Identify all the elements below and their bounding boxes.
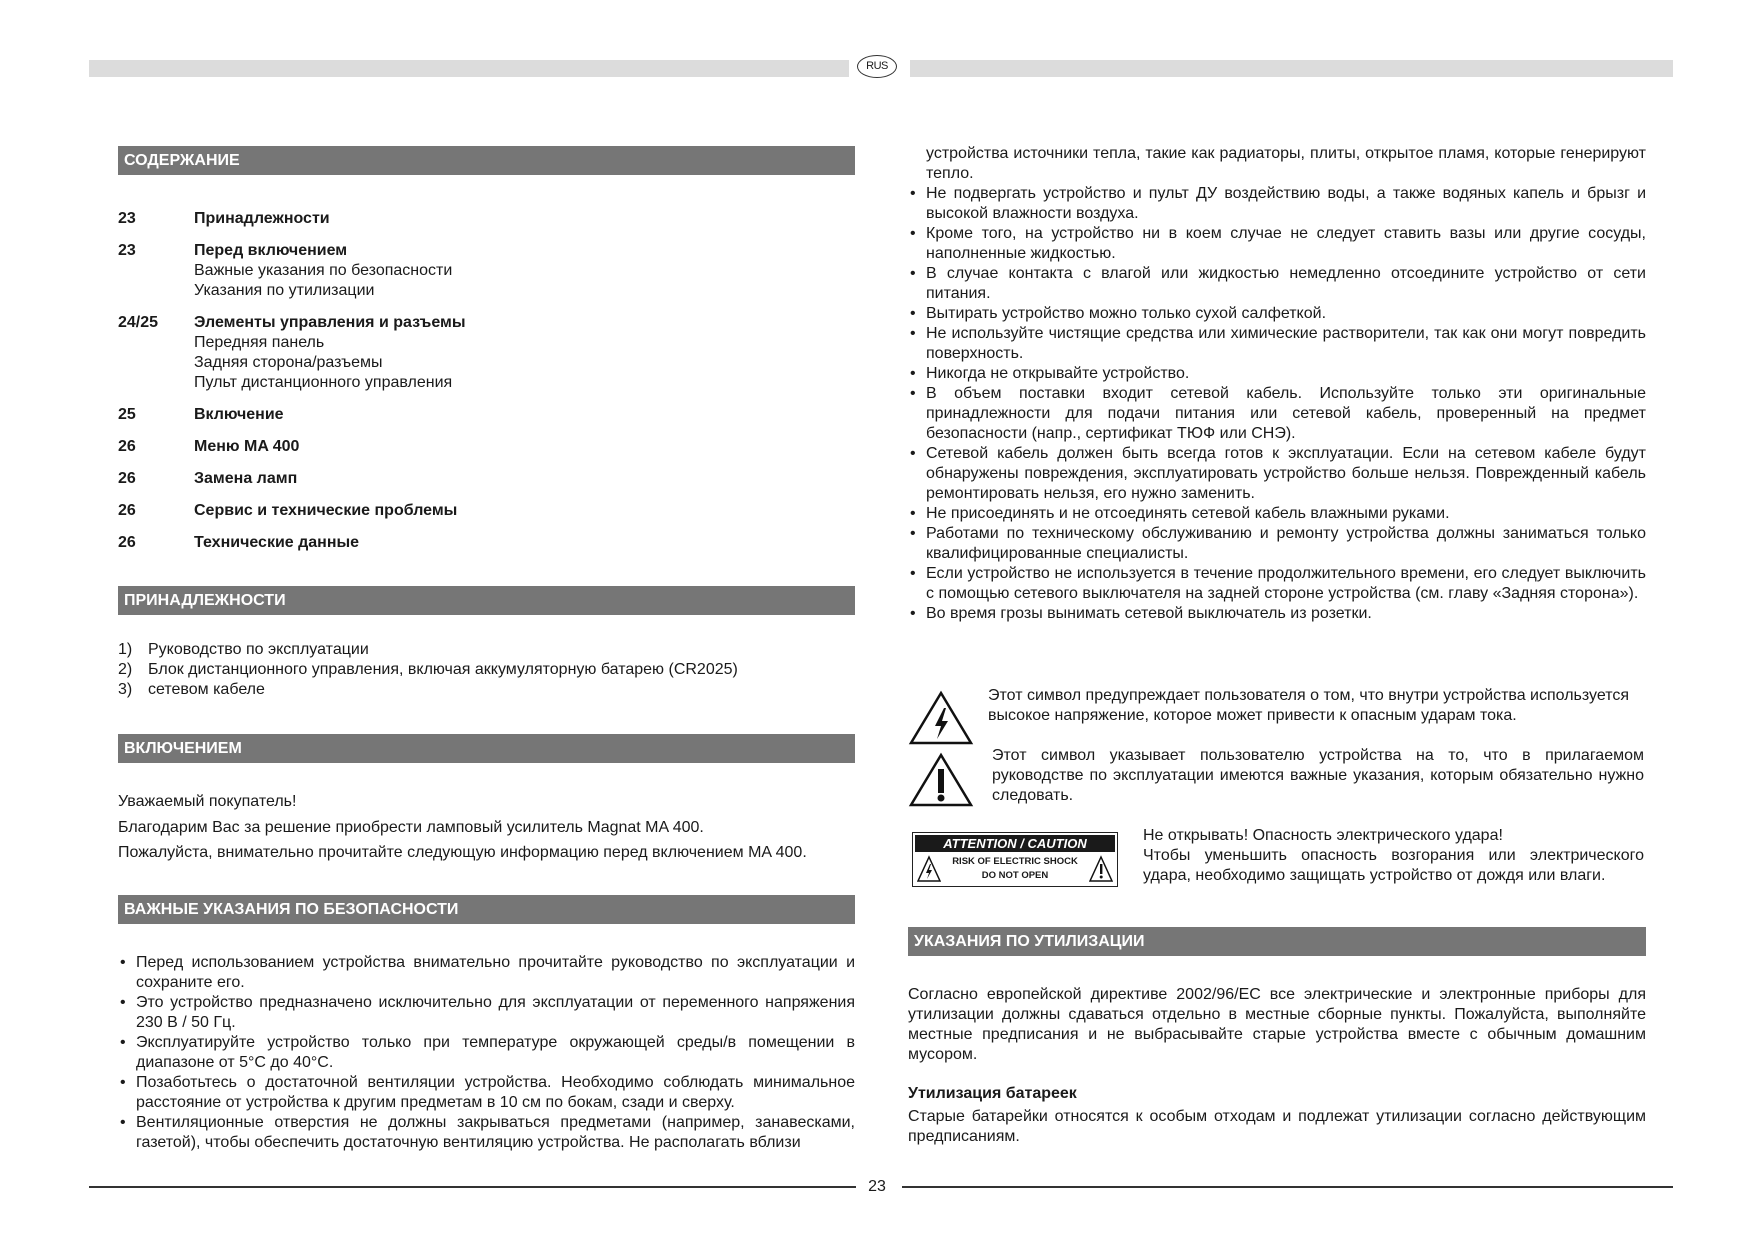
page-number: 23: [868, 1178, 886, 1195]
caution-text-block: [1143, 826, 1644, 886]
list-item: • Не подвергать устройство и пульт ДУ воздействию воды, а также водяных капель и брызг и высокой влажности воздуха.: [908, 184, 1646, 224]
battery-heading: Утилизация батареек: [908, 1085, 1077, 1102]
toc-title: Перед включением: [194, 242, 348, 259]
exclamation-warning-icon: [908, 752, 974, 808]
toc-subentry: Задняя сторона/разъемы: [194, 354, 383, 371]
caution-warning-line: Не открывать! Опасность электрического удара!: [1143, 827, 1503, 844]
list-item: • Сетевой кабель должен быть всегда готов к эксплуатации. Если на сетевом кабеле будут обнаружены повреждения, эксплуатировать устройство больше нельзя. Поврежденный кабель ремонтировать нельзя, его нужно заменить.: [908, 444, 1646, 504]
list-item: • Вентиляционные отверстия не должны закрываться предметами (например, занавесками, газетой), чтобы обеспечить достаточную вентиляцию устройства. Не располагать вблизи: [118, 1113, 855, 1153]
lightning-warning-icon: [908, 690, 974, 746]
list-item: • Перед использованием устройства внимательно прочитайте руководство по эксплуатации и сохраните его.: [118, 953, 855, 993]
safety-heading: ВАЖНЫЕ УКАЗАНИЯ ПО БЕЗОПАСНОСТИ: [118, 895, 855, 924]
caution-label-box: [912, 832, 1118, 887]
exclamation-small-icon: [1089, 855, 1113, 883]
toc-page-number: 26: [118, 438, 136, 455]
list-item: 1) Руководство по эксплуатации: [118, 641, 369, 658]
toc-title: Элементы управления и разъемы: [194, 314, 466, 331]
list-item: • Это устройство предназначено исключительно для эксплуатации от переменного напряжения 230 В / 50 Гц.: [118, 993, 855, 1033]
safety-list-left: [118, 953, 855, 1153]
toc-title: Включение: [194, 406, 284, 423]
toc-title: Меню MA 400: [194, 438, 300, 455]
toc-subentry: Пульт дистанционного управления: [194, 374, 453, 391]
list-item: • Вытирать устройство можно только сухой салфеткой.: [908, 304, 1646, 324]
toc-subentry: Указания по утилизации: [194, 282, 375, 299]
toc-page-number: 23: [118, 242, 136, 259]
footer-line-left: [89, 1186, 856, 1188]
toc-subentry: Важные указания по безопасности: [194, 262, 453, 279]
continuation-text: устройства источники тепла, такие как радиаторы, плиты, открытое пламя, которые генерируют тепло.: [926, 145, 1646, 182]
list-item: • Если устройство не используется в течение продолжительного времени, его следует выключить с помощью сетевого выключателя на задней стороне устройства (см. главу «Задняя сторона»).: [908, 564, 1646, 604]
safety-list-right: [908, 144, 1646, 624]
header-bar-left: [89, 60, 849, 77]
list-item: 3) сетевом кабеле: [118, 681, 265, 698]
header-bar-right: [910, 60, 1673, 77]
toc-title: Технические данные: [194, 534, 360, 551]
list-item: • Никогда не открывайте устройство.: [908, 364, 1646, 384]
list-item: • Во время грозы вынимать сетевой выключатель из розетки.: [908, 604, 1646, 624]
toc-page-number: 26: [118, 470, 136, 487]
toc-page-number: 24/25: [118, 314, 159, 331]
accessories-list: [118, 640, 738, 700]
toc-page-number: 23: [118, 210, 136, 227]
language-badge: RUS: [857, 55, 897, 78]
caution-subtext: RISK OF ELECTRIC SHOCK DO NOT OPEN: [952, 856, 1078, 881]
accessories-heading: ПРИНАДЛЕЖНОСТИ: [118, 586, 855, 615]
disposal-text: Согласно европейской директиве 2002/96/EC все электрические и электронные приборы для утилизации должны сдаваться отдельно в местные сборные пункты. Пожалуйста, выполняйте местные предписания и не выбрасывайте старые устройства вместе с обычным домашним мусором.: [908, 986, 1646, 1063]
toc-page-number: 25: [118, 406, 136, 423]
greeting-text: Уважаемый покупатель!: [118, 793, 297, 810]
lightning-symbol-text: Этот символ предупреждает пользователя о том, что внутри устройства используется высокое напряжение, которое может привести к опасным ударам тока.: [988, 687, 1630, 724]
footer-line-right: [902, 1186, 1673, 1188]
list-item: • Позаботьтесь о достаточной вентиляции устройства. Необходимо соблюдать минимальное расстояние от устройства к другим предметам в 10 см по бокам, сзади и сверху.: [118, 1073, 855, 1113]
list-item: • Не присоединять и не отсоединять сетевой кабель влажными руками.: [908, 504, 1646, 524]
exclamation-symbol-text: Этот символ указывает пользователю устройства на то, что в прилагаемом руководстве по эксплуатации имеются важные указания, которым обязательно нужно следовать.: [992, 747, 1644, 804]
caution-advice: Чтобы уменьшить опасность возгорания или электрического удара, необходимо защищать устройство от дождя или влаги.: [1143, 847, 1644, 884]
list-item: • Не используйте чистящие средства или химические растворители, так как они могут повредить поверхность.: [908, 324, 1646, 364]
list-item: • Кроме того, на устройство ни в коем случае не следует ставить вазы или другие сосуды, наполненные жидкостью.: [908, 224, 1646, 264]
list-item: • В объем поставки входит сетевой кабель. Используйте только эти оригинальные принадлежности для подачи питания или сетевой кабель, проверенный на предмет безопасности (напр., сертификат ТЮФ или СНЭ).: [908, 384, 1646, 444]
thanks-text: Благодарим Вас за решение приобрести ламповый усилитель Magnat MA 400.: [118, 819, 704, 836]
toc-page-number: 26: [118, 502, 136, 519]
list-item: • Эксплуатируйте устройство только при температуре окружающей среды/в помещении в диапазоне от 5°С до 40°С.: [118, 1033, 855, 1073]
toc-title: Сервис и технические проблемы: [194, 502, 458, 519]
toc-title: Принадлежности: [194, 210, 330, 227]
battery-text: Старые батарейки относятся к особым отходам и подлежат утилизации согласно действующим предписаниям.: [908, 1108, 1646, 1145]
caution-title: ATTENTION / CAUTION: [915, 835, 1115, 852]
list-item: • Работами по техническому обслуживанию и ремонту устройства должны заниматься только квалифицированные специалисты.: [908, 524, 1646, 564]
list-item: 2) Блок дистанционного управления, включая аккумуляторную батарею (CR2025): [118, 661, 738, 678]
list-item: • В случае контакта с влагой или жидкостью немедленно отсоедините устройство от сети питания.: [908, 264, 1646, 304]
toc-heading: СОДЕРЖАНИЕ: [118, 146, 855, 175]
poweron-heading: ВКЛЮЧЕНИЕМ: [118, 734, 855, 763]
lightning-small-icon: [917, 855, 941, 883]
disposal-heading: УКАЗАНИЯ ПО УТИЛИЗАЦИИ: [908, 927, 1646, 956]
read-info-text: Пожалуйста, внимательно прочитайте следующую информацию перед включением MA 400.: [118, 844, 807, 861]
toc-title: Замена ламп: [194, 470, 298, 487]
toc-subentry: Передняя панель: [194, 334, 325, 351]
toc-page-number: 26: [118, 534, 136, 551]
